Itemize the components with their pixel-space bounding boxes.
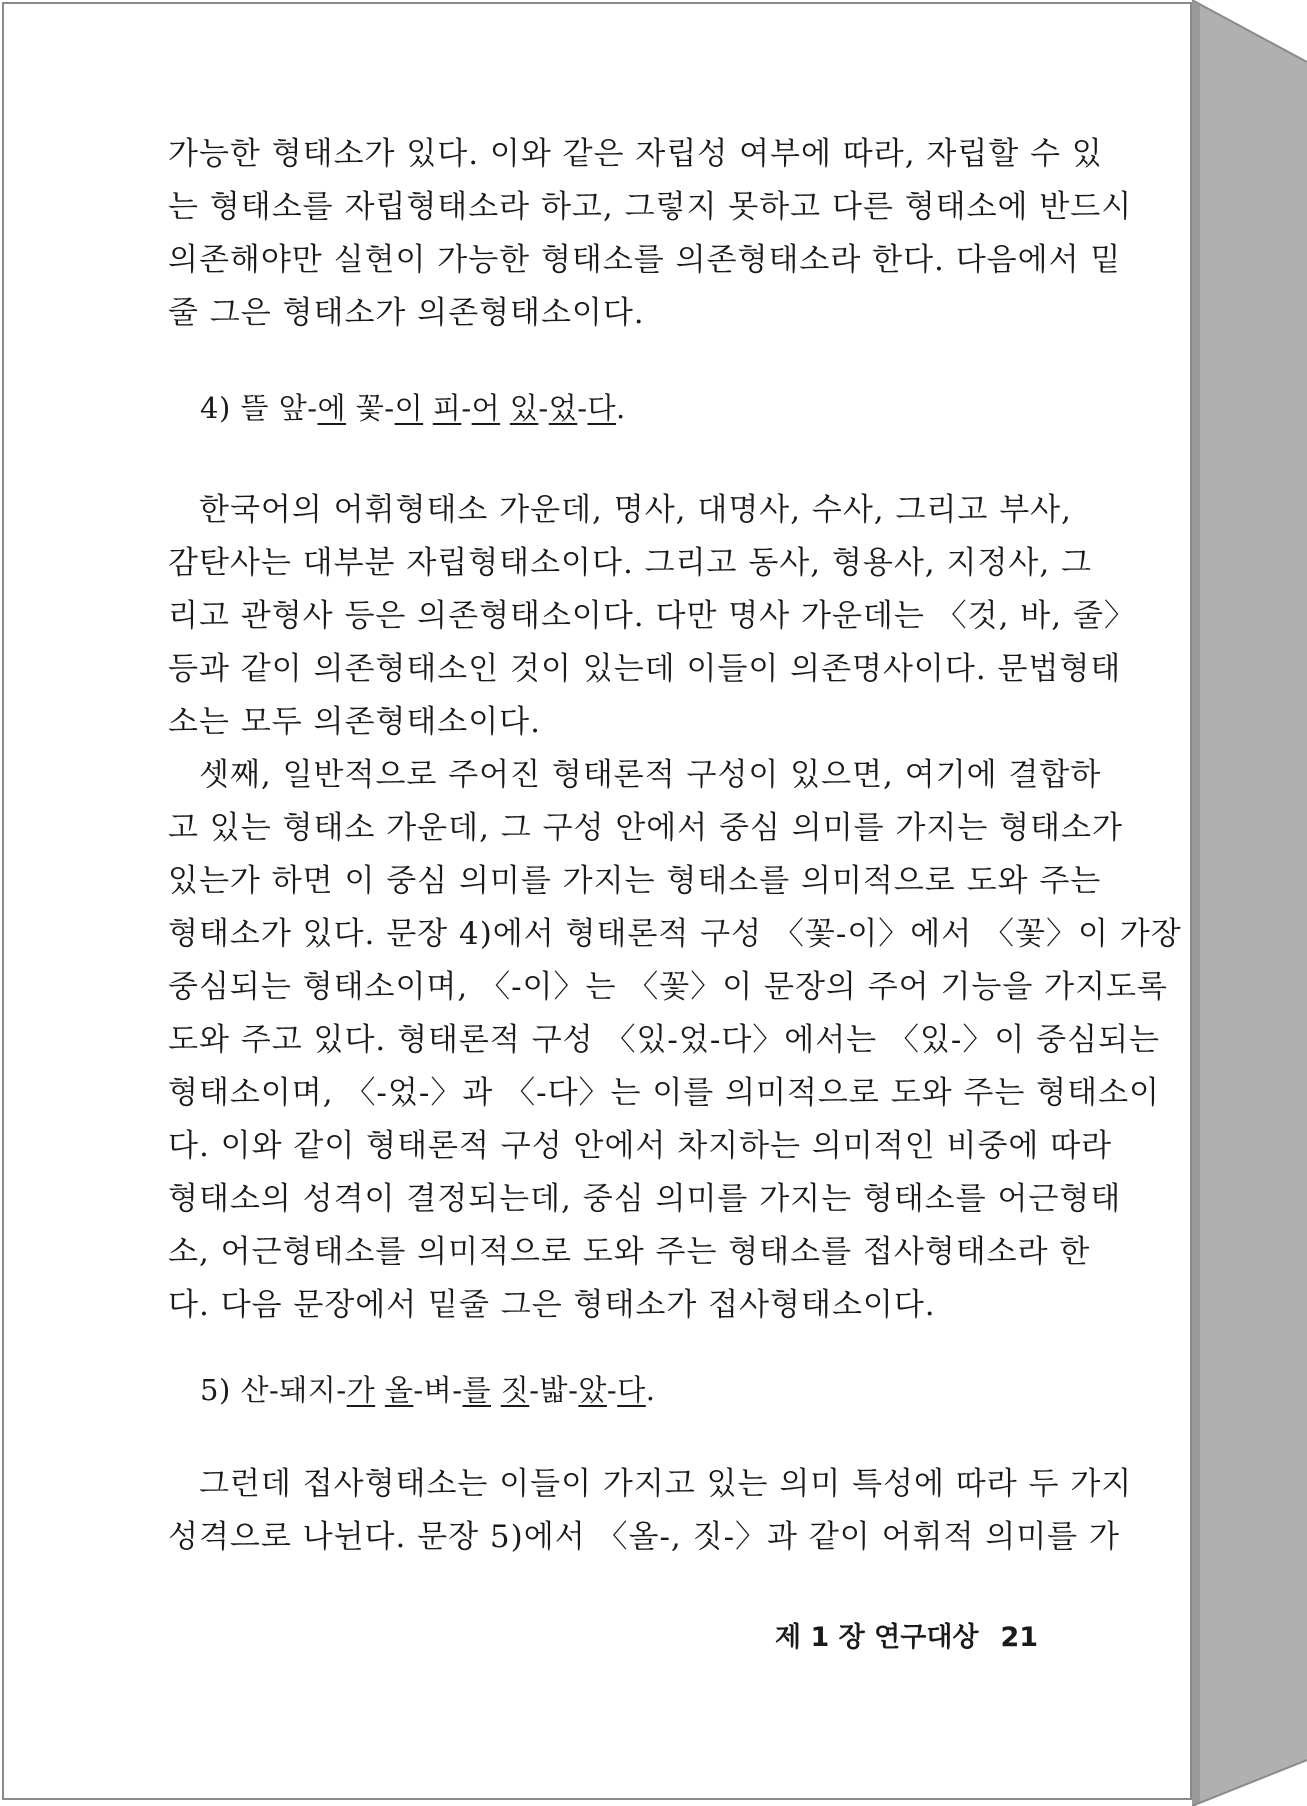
text-line: 의존해야만 실현이 가능한 형태소를 의존형태소라 한다. 다음에서 밑: [168, 242, 1122, 278]
text-line: 형태소가 있다. 문장 4)에서 형태론적 구성 〈꽃-이〉에서 〈꽃〉이 가장: [168, 916, 1182, 952]
text-line: 도와 주고 있다. 형태론적 구성 〈있-었-다〉에서는 〈있-〉이 중심되는: [168, 1022, 1160, 1058]
underlined-morpheme: 피: [432, 391, 462, 425]
underlined-morpheme: 를: [462, 1373, 492, 1407]
text-line: 다. 이와 같이 형태론적 구성 안에서 차지하는 의미적인 비중에 따라: [168, 1128, 1113, 1164]
example-text: 5) 산-돼지-: [200, 1373, 347, 1407]
page-edge-side: [1192, 0, 1307, 1806]
text-line: 다. 다음 문장에서 밑줄 그은 형태소가 접사형태소이다.: [168, 1287, 936, 1323]
example-text: [500, 391, 510, 425]
example-text: 4) 뜰 앞-: [200, 391, 318, 425]
underlined-morpheme: 에: [317, 391, 347, 425]
text-line: 고 있는 형태소 가운데, 그 구성 안에서 중심 의미를 가지는 형태소가: [168, 810, 1123, 846]
paragraph-4: [168, 1458, 1133, 1564]
text-line: 중심되는 형태소이며, 〈-이〉는 〈꽃〉이 문장의 주어 기능을 가지도록: [168, 969, 1168, 1005]
example-text: -: [577, 391, 588, 425]
text-line: 형태소이며, 〈-었-〉과 〈-다〉는 이를 의미적으로 도와 주는 형태소이: [168, 1075, 1160, 1111]
text-line: 그런데 접사형태소는 이들이 가지고 있는 의미 특성에 따라 두 가지: [199, 1466, 1133, 1502]
text-line: 소, 어근형태소를 의미적으로 도와 주는 형태소를 접사형태소라 한: [168, 1234, 1091, 1270]
example-text: .: [645, 1373, 656, 1407]
text-line: 성격으로 나뉜다. 문장 5)에서 〈올-, 짓-〉과 같이 어휘적 의미를 가: [168, 1519, 1120, 1555]
chapter-title: 제 1 장 연구대상: [775, 1622, 979, 1653]
text-line: 있는가 하면 이 중심 의미를 가지는 형태소를 의미적으로 도와 주는: [168, 863, 1102, 899]
example-text: 꽃-: [346, 391, 395, 425]
page-number: 21: [1000, 1622, 1039, 1653]
example-text: .: [616, 391, 626, 425]
text-line: 형태소의 성격이 결정되는데, 중심 의미를 가지는 형태소를 어근형태: [168, 1181, 1122, 1217]
example-text: -: [461, 391, 472, 425]
paragraph-3: [168, 749, 1182, 1332]
text-line: 리고 관형사 등은 의존형태소이다. 다만 명사 가운데는 〈것, 바, 줄〉: [168, 598, 1136, 634]
page-footer: [775, 1615, 1038, 1654]
underlined-morpheme: 있: [509, 391, 539, 425]
text-line: 소는 모두 의존형태소이다.: [168, 704, 541, 740]
text-line: 는 형태소를 자립형태소라 하고, 그렇지 못하고 다른 형태소에 반드시: [168, 189, 1133, 225]
underlined-morpheme: 다: [587, 391, 617, 425]
text-line: 줄 그은 형태소가 의존형태소이다.: [168, 295, 645, 331]
text-line: 등과 같이 의존형태소인 것이 있는데 이들이 의존명사이다. 문법형태: [168, 651, 1122, 687]
underlined-morpheme: 이: [394, 391, 424, 425]
underlined-morpheme: 짓: [500, 1373, 530, 1407]
text-line: 셋째, 일반적으로 주어진 형태론적 구성이 있으면, 여기에 결합하: [199, 757, 1102, 793]
example-sentence-5: [200, 1368, 655, 1409]
example-text: -밟-: [529, 1373, 579, 1407]
underlined-morpheme: 가: [346, 1373, 376, 1407]
example-text: [375, 1373, 385, 1407]
underlined-morpheme: 다: [617, 1373, 646, 1407]
text-line: 한국어의 어휘형태소 가운데, 명사, 대명사, 수사, 그리고 부사,: [199, 492, 1072, 528]
example-text: -벼-: [413, 1373, 463, 1407]
example-text: -: [606, 1373, 618, 1407]
example-text: [491, 1373, 501, 1407]
underlined-morpheme: 았: [578, 1373, 607, 1407]
example-text: [423, 391, 433, 425]
paragraph-2: [168, 484, 1182, 1332]
underlined-morpheme: 었: [548, 391, 578, 425]
underlined-morpheme: 어: [471, 391, 501, 425]
paragraph-1: [168, 128, 1133, 340]
text-line: 가능한 형태소가 있다. 이와 같은 자립성 여부에 따라, 자립할 수 있: [168, 136, 1103, 172]
text-line: 감탄사는 대부분 자립형태소이다. 그리고 동사, 형용사, 지정사, 그: [168, 545, 1092, 581]
example-text: -: [538, 391, 549, 425]
underlined-morpheme: 올: [384, 1373, 414, 1407]
example-sentence-4: [200, 386, 626, 427]
